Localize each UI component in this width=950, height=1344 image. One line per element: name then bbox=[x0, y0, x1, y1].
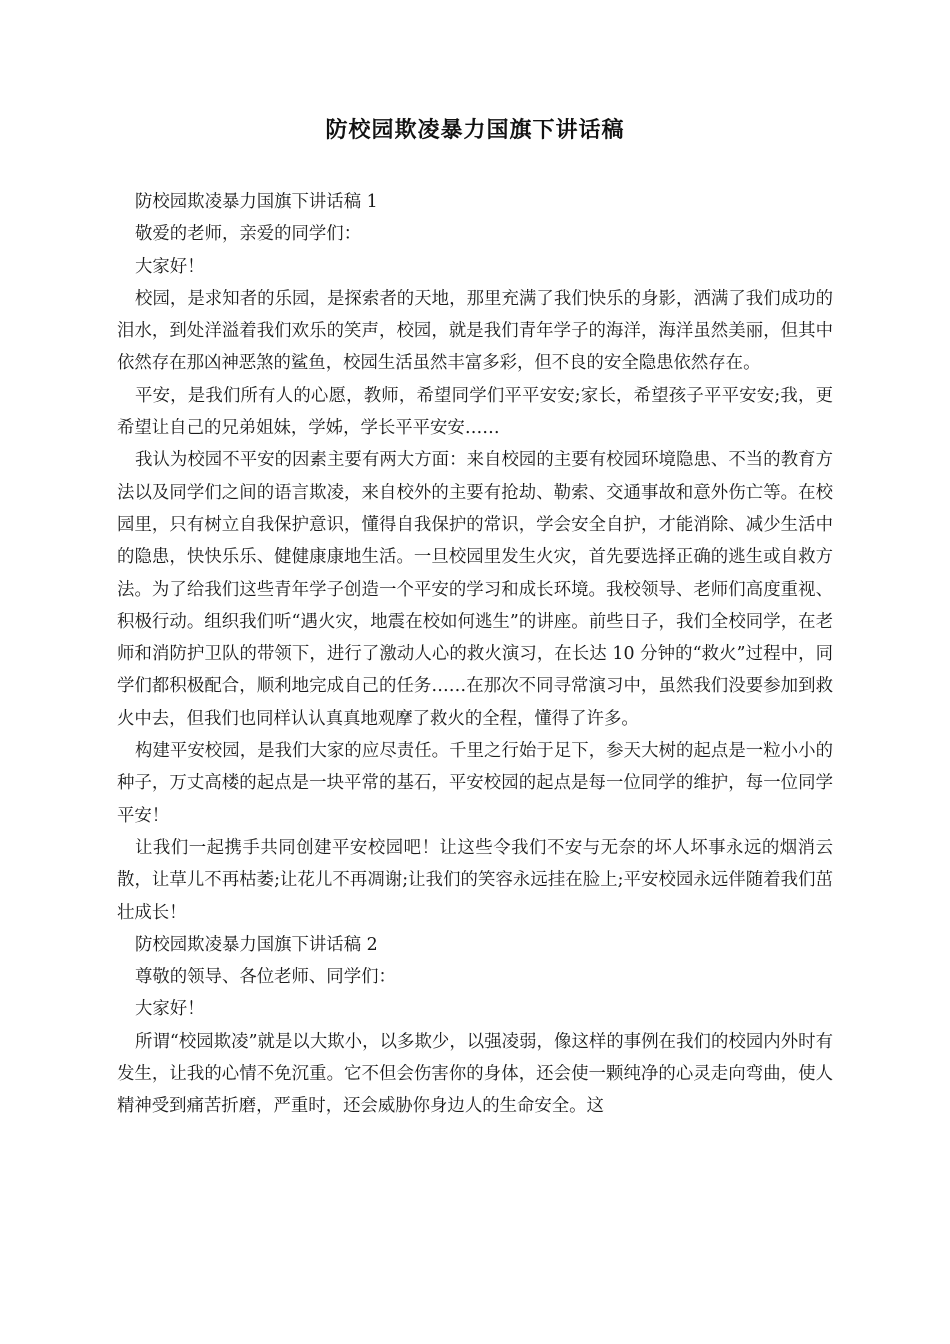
paragraph: 平安，是我们所有人的心愿，教师，希望同学们平平安安;家长，希望孩子平平安安;我，更希望让自己的兄弟姐妹，学姊，学长平平安安…… bbox=[117, 385, 833, 439]
paragraph: 构建平安校园，是我们大家的应尽责任。千里之行始于足下，参天大树的起点是一粒小小的种子，万丈高楼的起点是一块平常的基石，平安校园的起点是每一位同学的维护，每一位同学平安！ bbox=[117, 741, 833, 826]
salutation-1: 敬爱的老师，亲爱的同学们： bbox=[135, 224, 362, 245]
paragraph: 让我们一起携手共同创建平安校园吧！让这些令我们不安与无奈的坏人坏事永远的烟消云散，让草儿不再枯萎;让花儿不再凋谢;让我们的笑容永远挂在脸上;平安校园永远伴随着我们茁壮成长！ bbox=[117, 837, 833, 923]
paragraph: 我认为校园不平安的因素主要有两大方面：来自校园的主要有校园环境隐患、不当的教育方法以及同学们之间的语言欺凌，来自校外的主要有抢劫、勒索、交通事故和意外伤亡等。在校园里，只有树立自我保护意识，懂得自我保护的常识，学会安全自护，才能消除、减少生活中的隐患，快快乐乐、健健康康地生活。一旦校园里发生火灾，首先要选择正确的逃生或自救方法。为了给我们这些青年学子创造一个平安的学习和成长环境。我校领导、老师们高度重视、积极行动。组织我们听“遇火灾，地震在校如何逃生”的讲座。前些日子，我们全校同学，在老师和消防护卫队的带领下，进行了激动人心的救火演习，在长达 10 分钟的“救火”过程中，同学们都积极配合，顺利地完成自己的任务……在那次不同寻常演习中，虽然我们没要参加到救火中去，但我们也同样认认真真地观摩了救火的全程，懂得了许多。 bbox=[117, 450, 833, 729]
section-heading-2: 防校园欺凌暴力国旗下讲话稿 2 bbox=[135, 934, 378, 955]
paragraph: 校园，是求知者的乐园，是探索者的天地，那里充满了我们快乐的身影，洒满了我们成功的泪水，到处洋溢着我们欢乐的笑声，校园，就是我们青年学子的海洋，海洋虽然美丽，但其中依然存在那凶神恶煞的鲨鱼，校园生活虽然丰富多彩，但不良的安全隐患依然存在。 bbox=[117, 288, 833, 374]
document-body bbox=[117, 186, 833, 1123]
salutation-2: 尊敬的领导、各位老师、同学们： bbox=[135, 967, 396, 988]
greeting-2: 大家好！ bbox=[135, 999, 205, 1020]
document-title: 防校园欺凌暴力国旗下讲话稿 bbox=[325, 117, 625, 143]
greeting-1: 大家好！ bbox=[135, 256, 205, 277]
section-heading-1: 防校园欺凌暴力国旗下讲话稿 1 bbox=[135, 192, 378, 212]
paragraph: 所谓“校园欺凌”就是以大欺小，以多欺少，以强凌弱，像这样的事例在我们的校园内外时有发生，让我的心情不免沉重。它不但会伤害你的身体，还会使一颗纯净的心灵走向弯曲，使人精神受到痛苦折磨，严重时，还会威胁你身边人的生命安全。这 bbox=[117, 1031, 833, 1117]
